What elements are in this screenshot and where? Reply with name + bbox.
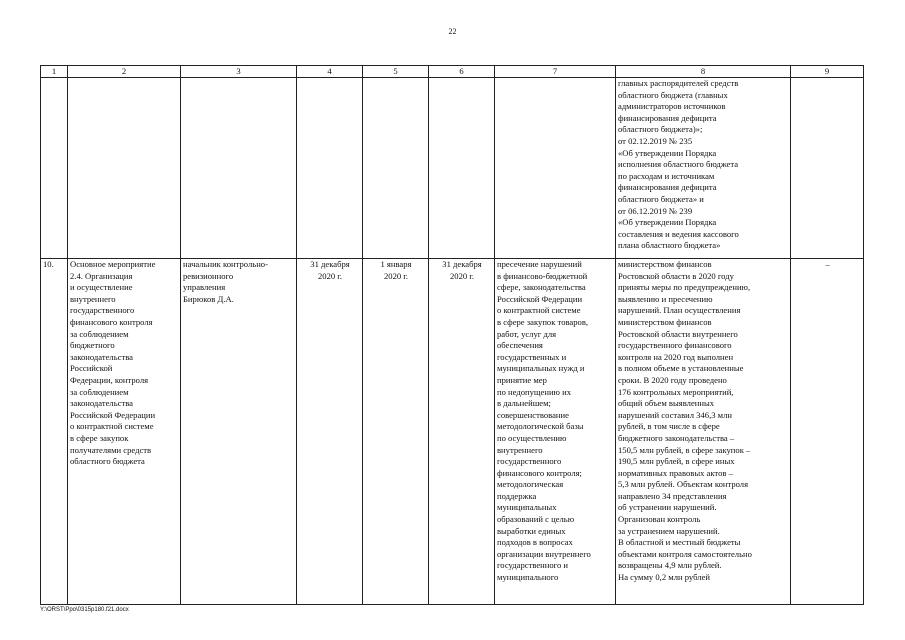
measure-cell [68,78,181,259]
file-path-footer: Y:\ORST\Ppo\0315p180.f21.docx [40,607,129,613]
responsible-cell: начальник контрольно- ревизионного управления Бирюков Д.А. [181,259,297,605]
planned-end-cell: 31 декабря 2020 г. [297,259,363,605]
table-row [41,259,864,605]
actual-start-cell: 1 января 2020 г. [363,259,429,605]
row-number-cell: 10. [41,259,68,605]
column-header: 8 [616,66,791,78]
actual-start-cell [363,78,429,259]
expected-result-cell: пресечение нарушений в финансово-бюджетной сфере, законодательства Российской Федерации о контрактной системе в сфере закупок товаров, работ, услуг для обеспечения государственных и муниципальных нужд и принятие мер по недопущению их в дальнейшем; совершенствование методологической базы по осуществлению внутреннего государственного финансового контроля; методологическая поддержка муниципальных образований с целью выработки единых подходов в вопросах организации внутреннего государственного и муниципального [495,259,616,605]
actual-end-cell [429,78,495,259]
column-header: 9 [791,66,864,78]
row-number-cell [41,78,68,259]
column-number-row [41,66,864,78]
measure-cell: Основное мероприятие 2.4. Организация и осуществление внутреннего государственного финансового контроля за соблюдением бюджетного законодательства Российской Федерации, контроля за соблюдением законодательства Российской Федерации о контрактной системе в сфере закупок получателями средств областного бюджета [68,259,181,605]
table-row [41,78,864,259]
actual-result-cell: главных распорядителей средств областного бюджета (главных администраторов источников финансирования дефицита областного бюджета)»; от 02.12.2019 № 235 «Об утверждении Порядка исполнения областного бюджета по расходам и источникам финансирования дефицита областного бюджета» и от 06.12.2019 № 239 «Об утверждении Порядка составления и ведения кассового плана областного бюджета» [616,78,791,259]
expected-result-cell [495,78,616,259]
column-header: 5 [363,66,429,78]
column-header: 2 [68,66,181,78]
column-header: 3 [181,66,297,78]
column-header: 1 [41,66,68,78]
actual-end-cell: 31 декабря 2020 г. [429,259,495,605]
column-header: 7 [495,66,616,78]
column-header: 6 [429,66,495,78]
responsible-cell [181,78,297,259]
reasons-cell: – [791,259,864,605]
actual-result-cell: министерством финансов Ростовской области в 2020 году приняты меры по предупреждению, выявлению и пресечению нарушений. План осуществления министерством финансов Ростовской области внутреннего государственного финансового контроля на 2020 год выполнен в полном объеме в установленные сроки. В 2020 году проведено 176 контрольных мероприятий, общий объем выявленных нарушений составил 346,3 млн рублей, в том числе в сфере бюджетного законодательства – 150,5 млн рублей, в сфере закупок – 190,5 млн рублей, в сфере иных нормативных правовых актов – 5,3 млн рублей. Объектам контроля направлено 34 представления об устранении нарушений. Организован контроль за устранением нарушений. В областной и местный бюджеты объектами контроля самостоятельно возвращены 4,9 млн рублей. На сумму 0,2 млн рублей [616,259,791,605]
page-number: 22 [448,27,457,36]
reasons-cell [791,78,864,259]
program-table [40,65,864,605]
planned-end-cell [297,78,363,259]
column-header: 4 [297,66,363,78]
